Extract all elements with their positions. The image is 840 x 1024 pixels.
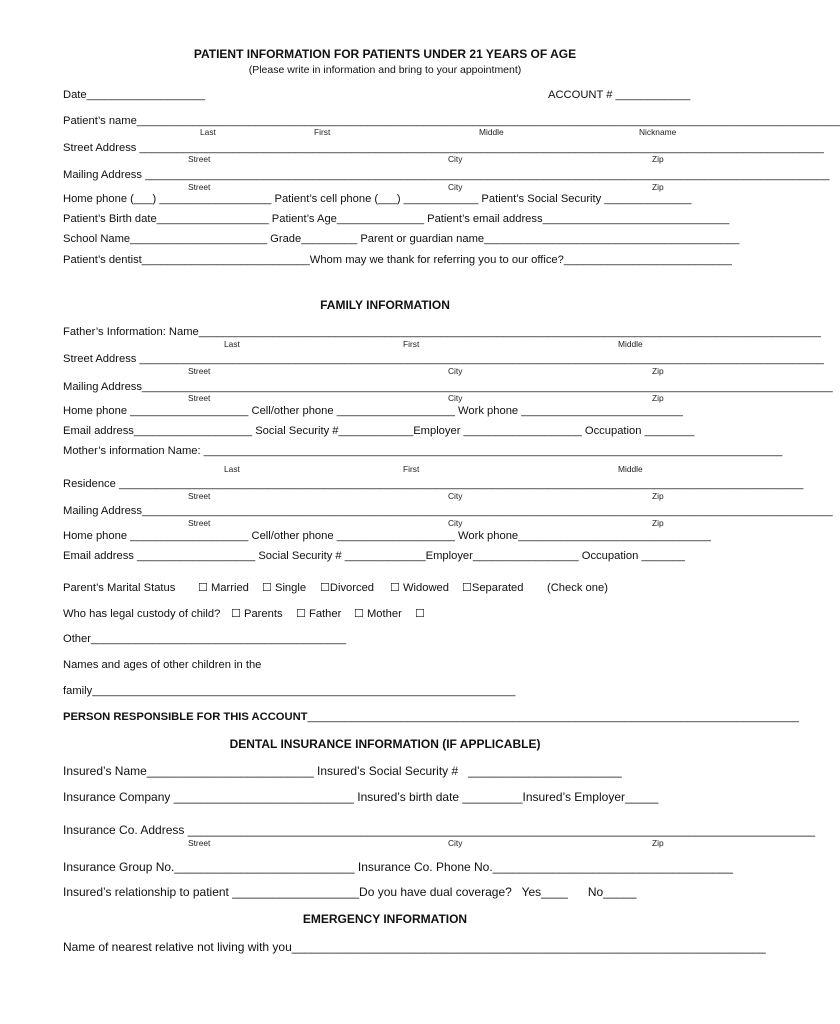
patient-phones-field[interactable]: Home phone (___) __________________ Patient’s cell phone (___) ____________ Patient’s Social Security ______________ xyxy=(63,193,692,205)
mother-residence-field[interactable]: Residence ______________________________________________________________________________________________________________ xyxy=(63,478,804,490)
sub-first: First xyxy=(314,127,331,137)
emergency-heading: EMERGENCY INFORMATION xyxy=(302,912,468,926)
patient-birth-field[interactable]: Patient’s Birth date__________________ Patient’s Age______________ Patient’s email address______________________________ xyxy=(63,213,730,225)
street-address-field[interactable]: Street Address ______________________________________________________________________________________________________________ xyxy=(63,142,824,154)
responsible-line: _______________________________________________________________________________ xyxy=(307,711,800,723)
sub-zip: Zip xyxy=(652,518,664,528)
option-label: Married xyxy=(210,582,249,594)
option-label: Single xyxy=(274,582,307,594)
insurance-heading: DENTAL INSURANCE INFORMATION (IF APPLICABLE) xyxy=(229,737,541,751)
sub-street: Street xyxy=(188,154,211,164)
sub-zip: Zip xyxy=(652,491,664,501)
checkbox-icon[interactable]: ☐ xyxy=(231,608,241,620)
father-street-field[interactable]: Street Address ______________________________________________________________________________________________________________ xyxy=(63,353,824,365)
insurance-group-field[interactable]: Insurance Group No.___________________________ Insurance Co. Phone No.____________________________________ xyxy=(63,860,733,874)
patient-name-field[interactable]: Patient’s name_________________________________________________________________________________________________________________ xyxy=(63,115,840,127)
marital-option-divorced[interactable] xyxy=(320,581,374,595)
option-label: Father xyxy=(308,608,342,620)
option-label: Widowed xyxy=(402,582,449,594)
responsible-label: PERSON RESPONSIBLE FOR THIS ACCOUNT xyxy=(63,711,308,723)
school-field[interactable]: School Name______________________ Grade_________ Parent or guardian name_________________________________________ xyxy=(63,233,740,245)
checkbox-icon[interactable]: ☐ xyxy=(198,582,208,594)
other-field[interactable]: Other_________________________________________ xyxy=(63,633,347,645)
mother-name-field[interactable]: Mother’s information Name: _____________________________________________________________________________________________ xyxy=(63,445,783,457)
form-title: PATIENT INFORMATION FOR PATIENTS UNDER 21 YEARS OF AGE xyxy=(193,47,577,61)
sub-last: Last xyxy=(224,464,240,474)
custody-option-mother[interactable] xyxy=(354,607,402,621)
insured-relationship-field[interactable]: Insured’s relationship to patient ___________________Do you have dual coverage? Yes____ No_____ xyxy=(63,885,637,899)
family-heading: FAMILY INFORMATION xyxy=(320,298,450,312)
option-label: Divorced xyxy=(329,582,375,594)
custody-label: Who has legal custody of child? xyxy=(63,608,221,620)
sub-street: Street xyxy=(188,491,211,501)
date-field[interactable]: Date___________________ xyxy=(63,89,205,101)
sub-last: Last xyxy=(200,127,216,137)
marital-status-label: Parent’s Marital Status xyxy=(63,582,176,594)
sub-city: City xyxy=(448,393,463,403)
sub-city: City xyxy=(448,366,463,376)
sub-street: Street xyxy=(188,838,211,848)
sub-city: City xyxy=(448,182,463,192)
mailing-address-field[interactable]: Mailing Address ______________________________________________________________________________________________________________ xyxy=(63,169,830,181)
checkbox-icon[interactable]: ☐ xyxy=(320,582,330,594)
sub-zip: Zip xyxy=(652,366,664,376)
sub-city: City xyxy=(448,154,463,164)
sub-middle: Middle xyxy=(618,339,643,349)
sub-street: Street xyxy=(188,366,211,376)
check-one-note: (Check one) xyxy=(547,582,608,594)
other-children-label: Names and ages of other children in the xyxy=(63,659,262,671)
father-mailing-field[interactable]: Mailing Address_______________________________________________________________________________________________________________ xyxy=(63,381,833,393)
sub-last: Last xyxy=(224,339,240,349)
father-phones-field[interactable]: Home phone ___________________ Cell/other phone ___________________ Work phone __________________________ xyxy=(63,405,684,417)
insurance-address-field[interactable]: Insurance Co. Address ______________________________________________________________________________________________ xyxy=(63,823,816,837)
marital-option-married[interactable] xyxy=(198,581,249,595)
sub-zip: Zip xyxy=(652,154,664,164)
option-label: Parents xyxy=(243,608,283,620)
checkbox-icon[interactable]: ☐ xyxy=(390,582,400,594)
sub-city: City xyxy=(448,491,463,501)
account-field[interactable]: ACCOUNT # ____________ xyxy=(548,89,691,101)
other-children-field[interactable]: family____________________________________________________________________ xyxy=(63,685,516,697)
mother-email-field[interactable]: Email address ___________________ Social Security # _____________Employer_________________ Occupation _______ xyxy=(63,550,686,562)
sub-first: First xyxy=(403,464,420,474)
option-label: Mother xyxy=(366,608,402,620)
sub-first: First xyxy=(403,339,420,349)
sub-city: City xyxy=(448,838,463,848)
insured-name-field[interactable]: Insured’s Name_________________________ Insured’s Social Security # _______________________ xyxy=(63,764,622,778)
sub-zip: Zip xyxy=(652,393,664,403)
mother-phones-field[interactable]: Home phone ___________________ Cell/other phone ___________________ Work phone_______________________________ xyxy=(63,530,712,542)
option-label: Separated xyxy=(471,582,524,594)
custody-option-father[interactable] xyxy=(296,607,341,621)
sub-zip: Zip xyxy=(652,838,664,848)
checkbox-icon[interactable]: ☐ xyxy=(296,608,306,620)
sub-street: Street xyxy=(188,393,211,403)
marital-option-single[interactable] xyxy=(262,581,306,595)
form-subtitle: (Please write in information and bring to your appointment) xyxy=(248,64,522,76)
sub-city: City xyxy=(448,518,463,528)
insurance-company-field[interactable]: Insurance Company ___________________________ Insured’s birth date _________Insured’s Employer_____ xyxy=(63,790,659,804)
custody-option-other[interactable] xyxy=(415,607,425,621)
marital-option-separated[interactable] xyxy=(462,581,524,595)
custody-option-parents[interactable] xyxy=(231,607,283,621)
checkbox-icon[interactable]: ☐ xyxy=(415,608,425,620)
checkbox-icon[interactable]: ☐ xyxy=(462,582,472,594)
checkbox-icon[interactable]: ☐ xyxy=(354,608,364,620)
responsible-field[interactable] xyxy=(63,710,800,724)
father-email-field[interactable]: Email address___________________ Social Security #____________Employer ___________________ Occupation ________ xyxy=(63,425,695,437)
mother-mailing-field[interactable]: Mailing Address_______________________________________________________________________________________________________________ xyxy=(63,505,833,517)
father-name-field[interactable]: Father’s Information: Name____________________________________________________________________________________________________ xyxy=(63,326,821,338)
marital-option-widowed[interactable] xyxy=(390,581,449,595)
dentist-field[interactable]: Patient’s dentist___________________________Whom may we thank for referring you to our office?___________________________ xyxy=(63,254,732,266)
sub-street: Street xyxy=(188,518,211,528)
sub-middle: Middle xyxy=(479,127,504,137)
checkbox-icon[interactable]: ☐ xyxy=(262,582,272,594)
sub-street: Street xyxy=(188,182,211,192)
sub-middle: Middle xyxy=(618,464,643,474)
sub-nickname: Nickname xyxy=(639,127,677,137)
nearest-relative-field[interactable]: Name of nearest relative not living with you_______________________________________________________________________ xyxy=(63,940,766,954)
sub-zip: Zip xyxy=(652,182,664,192)
